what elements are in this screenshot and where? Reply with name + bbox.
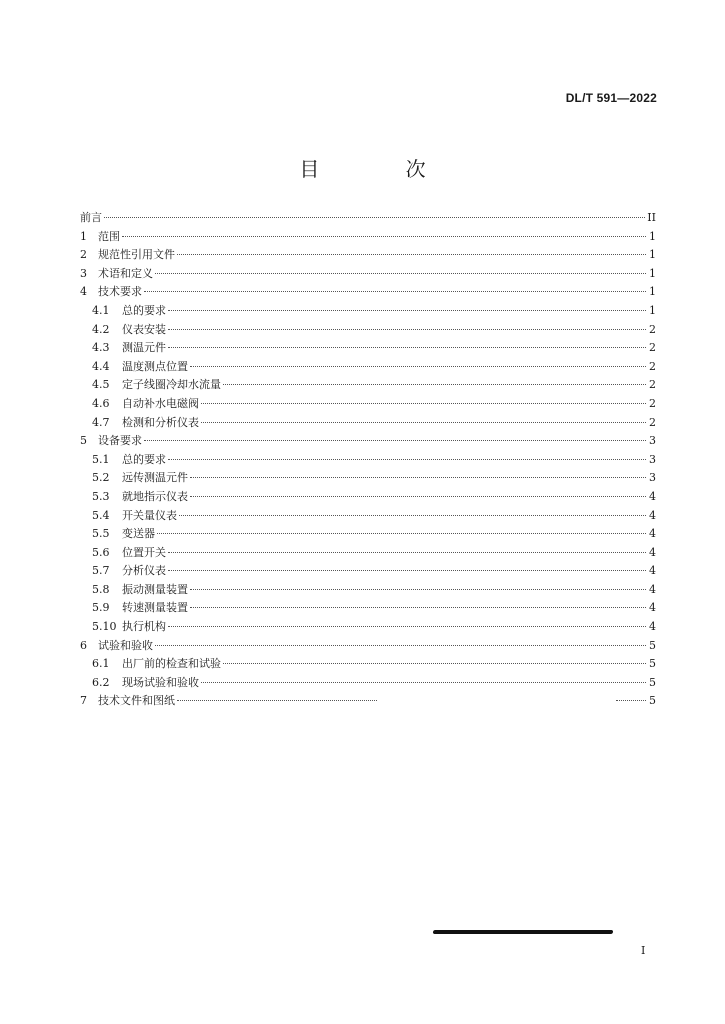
toc-entry-label: 测温元件 (122, 341, 166, 355)
toc-entry-page: 4 (649, 582, 656, 596)
page-title: 目 次 (299, 157, 466, 181)
toc-entry-number: 3 (80, 266, 87, 280)
toc-entry-page: 2 (649, 322, 656, 336)
toc-entry-label: 转速测量装置 (122, 601, 188, 615)
toc-entry-label: 前言 (80, 211, 102, 224)
toc-entry-page: II (647, 211, 656, 224)
toc-leader-dots (168, 346, 646, 348)
toc-entry (80, 395, 656, 414)
toc-entry-label: 范围 (98, 229, 120, 243)
toc-entry-page: 4 (649, 508, 656, 522)
toc-entry-label: 变送器 (122, 527, 155, 541)
toc-leader-dots (201, 402, 646, 404)
toc-entry-label: 试验和验收 (98, 638, 153, 652)
toc-leader-dots (190, 476, 646, 478)
toc-entry-number: 5.4 (92, 508, 110, 522)
toc-entry-label: 定子线圈冷却水流量 (122, 378, 221, 392)
toc-entry-page: 2 (649, 359, 656, 373)
toc-entry (80, 432, 656, 451)
toc-leader-dots (223, 662, 646, 664)
toc-entry-number: 5.8 (92, 582, 110, 596)
toc-entry (80, 451, 656, 470)
toc-leader-dots (144, 290, 646, 292)
toc-entry (80, 488, 656, 507)
toc-leader-dots (168, 309, 646, 311)
toc-entry-label: 开关量仪表 (122, 508, 177, 522)
toc-entry (80, 246, 656, 265)
toc-entry-number: 4 (80, 285, 87, 299)
toc-entry-page: 2 (649, 415, 656, 429)
toc-entry-number: 1 (80, 229, 87, 243)
signature-stroke (433, 930, 614, 934)
toc-entry-page: 1 (649, 266, 656, 280)
toc-entry-number: 4.1 (92, 303, 110, 317)
toc-entry-page: 1 (649, 285, 656, 299)
toc-entry-label: 分析仪表 (122, 564, 166, 578)
toc-entry-page: 4 (649, 620, 656, 634)
toc-leader-dots (179, 514, 646, 516)
toc-entry (80, 599, 656, 618)
toc-leader-dots (190, 365, 646, 367)
toc-entry-page: 2 (649, 378, 656, 392)
toc-entry (80, 655, 656, 674)
toc-leader-dots (157, 532, 646, 534)
toc-leader-dots (168, 625, 646, 627)
toc-entry-label: 振动测量装置 (122, 582, 188, 596)
toc-entry-label: 仪表安装 (122, 322, 166, 336)
toc-entry-number: 4.2 (92, 322, 110, 336)
toc-entry-page: 5 (649, 657, 656, 671)
toc-entry-page: 4 (649, 601, 656, 615)
toc-leader-dots (190, 588, 646, 590)
toc-leader-dots (168, 551, 646, 553)
toc-entry-number: 4.6 (92, 396, 110, 410)
toc-entry-label: 技术要求 (98, 285, 142, 299)
toc-leader-dots (190, 495, 646, 497)
toc-entry-label: 远传测温元件 (122, 471, 188, 485)
toc-leader-dots (223, 383, 646, 385)
toc-entry-number: 5.9 (92, 601, 110, 615)
toc-entry (80, 507, 656, 526)
toc-entry-label: 技术文件和图纸 (98, 694, 175, 708)
toc-entry-page: 5 (649, 694, 656, 708)
toc-leader-dots (177, 253, 646, 255)
toc-leader-dots (144, 439, 646, 441)
toc-entry-number: 5.2 (92, 471, 110, 485)
toc-entry (80, 358, 656, 377)
toc-entry (80, 339, 656, 358)
toc-entry (80, 376, 656, 395)
page-number: I (641, 944, 646, 957)
toc-entry-label: 总的要求 (122, 303, 166, 317)
toc-entry (80, 283, 656, 302)
toc-leader-dots (104, 216, 645, 218)
toc-entry-label: 术语和定义 (98, 266, 153, 280)
toc-entry-page: 3 (649, 434, 656, 448)
toc-entry-page: 2 (649, 396, 656, 410)
toc-entry-label: 规范性引用文件 (98, 248, 175, 262)
toc-entry-label: 就地指示仪表 (122, 489, 188, 503)
toc-entry-number: 5 (80, 434, 87, 448)
toc-entry (80, 637, 656, 656)
toc-entry-page: 5 (649, 675, 656, 689)
toc-entry-page: 1 (649, 229, 656, 243)
document-code: DL/T 591—2022 (565, 91, 657, 105)
toc-entry-page: 4 (649, 545, 656, 559)
toc-entry-number: 4.3 (92, 341, 110, 355)
toc-entry-label: 出厂前的检查和试验 (122, 657, 221, 671)
toc-entry-number: 5.3 (92, 489, 110, 503)
toc-entry (80, 265, 656, 284)
toc-entry (80, 302, 656, 321)
toc-entry-page: 4 (649, 489, 656, 503)
toc-entry-number: 5.5 (92, 527, 110, 541)
toc-leader-dots (168, 328, 646, 330)
toc-entry-number: 6.1 (92, 657, 110, 671)
toc-entry-number: 2 (80, 248, 87, 262)
toc-entry-number: 5.7 (92, 564, 110, 578)
toc-entry (80, 321, 656, 340)
toc-entry-number: 6 (80, 638, 87, 652)
toc-entry-page: 2 (649, 341, 656, 355)
toc-leader-dots (155, 644, 646, 646)
toc-entry-label: 位置开关 (122, 545, 166, 559)
toc-leader-dots (616, 699, 646, 701)
toc-entry-page: 1 (649, 248, 656, 262)
toc-entry (80, 562, 656, 581)
toc-entry (80, 692, 656, 711)
toc-entry (80, 414, 656, 433)
toc-leader-dots (155, 272, 646, 274)
toc-leader-dots (122, 235, 646, 237)
toc-entry (80, 618, 656, 637)
toc-entry-number: 4.5 (92, 378, 110, 392)
toc-entry (80, 525, 656, 544)
toc-leader-dots (201, 681, 646, 683)
toc-entry (80, 674, 656, 693)
toc-entry-number: 4.7 (92, 415, 110, 429)
toc-entry-label: 总的要求 (122, 452, 166, 466)
toc-entry-page: 4 (649, 564, 656, 578)
toc-entry-page: 5 (649, 638, 656, 652)
toc-entry-label: 温度测点位置 (122, 359, 188, 373)
toc-entry-label: 检测和分析仪表 (122, 415, 199, 429)
toc-entry-number: 5.10 (92, 620, 117, 634)
toc-entry (80, 581, 656, 600)
toc-entry-number: 7 (80, 694, 87, 708)
toc-entry-page: 3 (649, 471, 656, 485)
toc-leader-dots (168, 458, 646, 460)
toc-entry (80, 209, 656, 228)
toc-entry (80, 228, 656, 247)
toc-entry-label: 设备要求 (98, 434, 142, 448)
toc-entry-page: 3 (649, 452, 656, 466)
toc-entry-page: 1 (649, 303, 656, 317)
toc-entry-number: 5.6 (92, 545, 110, 559)
toc-entry-page: 4 (649, 527, 656, 541)
toc-leader-dots (190, 606, 646, 608)
toc-leader-dots (168, 569, 646, 571)
toc-entry-number: 6.2 (92, 675, 110, 689)
toc-entry (80, 469, 656, 488)
toc-entry-number: 5.1 (92, 452, 110, 466)
toc-leader-dots (177, 699, 377, 701)
toc-entry (80, 544, 656, 563)
toc-entry-number: 4.4 (92, 359, 110, 373)
table-of-contents (80, 209, 656, 711)
toc-leader-dots (201, 421, 646, 423)
toc-entry-label: 自动补水电磁阀 (122, 396, 199, 410)
toc-entry-label: 现场试验和验收 (122, 675, 199, 689)
toc-entry-label: 执行机构 (122, 620, 166, 634)
